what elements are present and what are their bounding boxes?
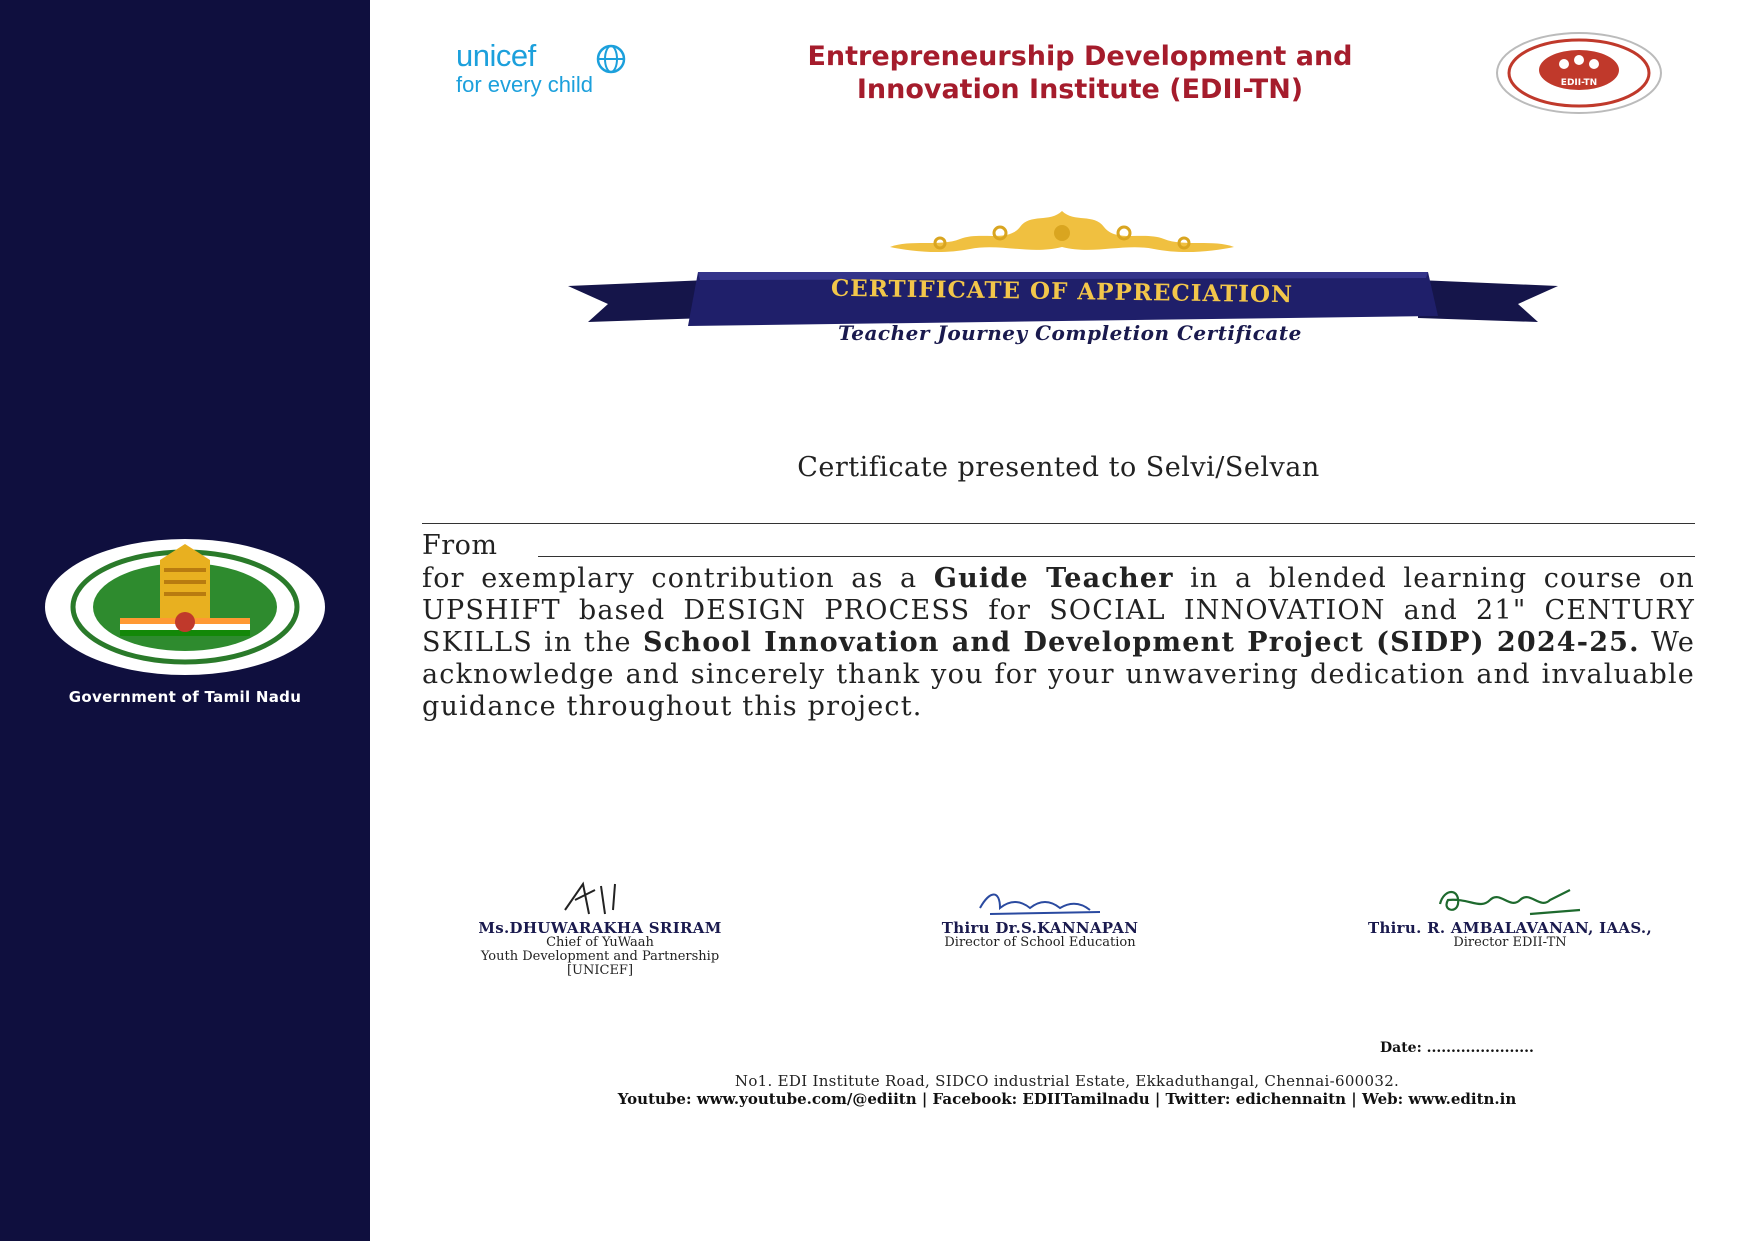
body-text-3: We acknowledge and sincerely thank you for your unwavering dedication and invaluable guidance throughout this project.	[422, 627, 1696, 722]
certificate-heading: CERTIFICATE OF APPRECIATION	[830, 274, 1294, 309]
footer-address: No1. EDI Institute Road, SIDCO industrial Estate, Ekkaduthangal, Chennai-600032.	[734, 1072, 1400, 1090]
certificate-body-text	[422, 563, 1695, 723]
date-field: Date: ......................	[1380, 1040, 1534, 1056]
certificate-subtitle: Teacher Journey Completion Certificate	[838, 321, 1302, 345]
emblem-caption: Government of Tamil Nadu	[68, 688, 302, 706]
from-label: From	[422, 530, 498, 561]
signatory-unicef	[420, 880, 780, 978]
signatory-role: Youth Development and Partnership	[480, 949, 720, 964]
body-bold-guide-teacher: Guide Teacher	[933, 563, 1174, 594]
left-sidebar	[0, 0, 370, 1241]
institute-title-line2: Innovation Institute (EDII-TN)	[856, 74, 1304, 105]
from-school-line	[538, 556, 1695, 557]
presented-to-text: Certificate presented to Selvi/Selvan	[797, 452, 1320, 483]
signatory-name: Ms.DHUWARAKHA SRIRAM	[478, 919, 722, 937]
signatory-name: Thiru Dr.S.KANNAPAN	[941, 919, 1139, 937]
institute-title	[700, 40, 1460, 106]
signatory-role: [UNICEF]	[566, 963, 634, 978]
edii-logo-icon	[1494, 30, 1664, 116]
signatory-school-education	[880, 880, 1200, 950]
body-text-2: in a blended learning course on UPSHIFT based DESIGN PROCESS for SOCIAL INNOVATION and 21" CENTURY SKILLS in the	[422, 563, 1695, 658]
body-text-1: for exemplary contribution as a	[422, 563, 934, 594]
body-bold-project: School Innovation and Development Project (SIDP) 2024-25.	[643, 627, 1640, 658]
globe-icon	[596, 44, 626, 74]
signature-icon	[1430, 880, 1590, 920]
from-row	[422, 530, 1695, 566]
signature-icon	[970, 880, 1110, 920]
footer-links: Youtube: www.youtube.com/@ediitn | Facebook: EDIITamilnadu | Twitter: edichennaitn | Web: www.editn.in	[617, 1090, 1517, 1108]
signatory-role: Chief of YuWaah	[546, 935, 654, 950]
edii-logo-text: EDII-TN	[1560, 78, 1598, 88]
signatory-edii-director	[1290, 880, 1730, 950]
unicef-tagline: for every child	[456, 72, 593, 97]
gold-flourish-ornament	[880, 203, 1244, 269]
tamil-nadu-emblem-icon	[44, 538, 326, 676]
unicef-logo	[456, 40, 593, 98]
signature-icon	[555, 880, 645, 920]
recipient-name-line	[422, 523, 1695, 524]
unicef-wordmark: unicef	[456, 38, 536, 73]
signatory-role: Director of School Education	[944, 935, 1136, 950]
institute-title-line1: Entrepreneurship Development and	[807, 41, 1353, 72]
signatory-name: Thiru. R. AMBALAVANAN, IAAS.,	[1368, 919, 1652, 937]
signatory-role: Director EDII-TN	[1453, 935, 1567, 950]
